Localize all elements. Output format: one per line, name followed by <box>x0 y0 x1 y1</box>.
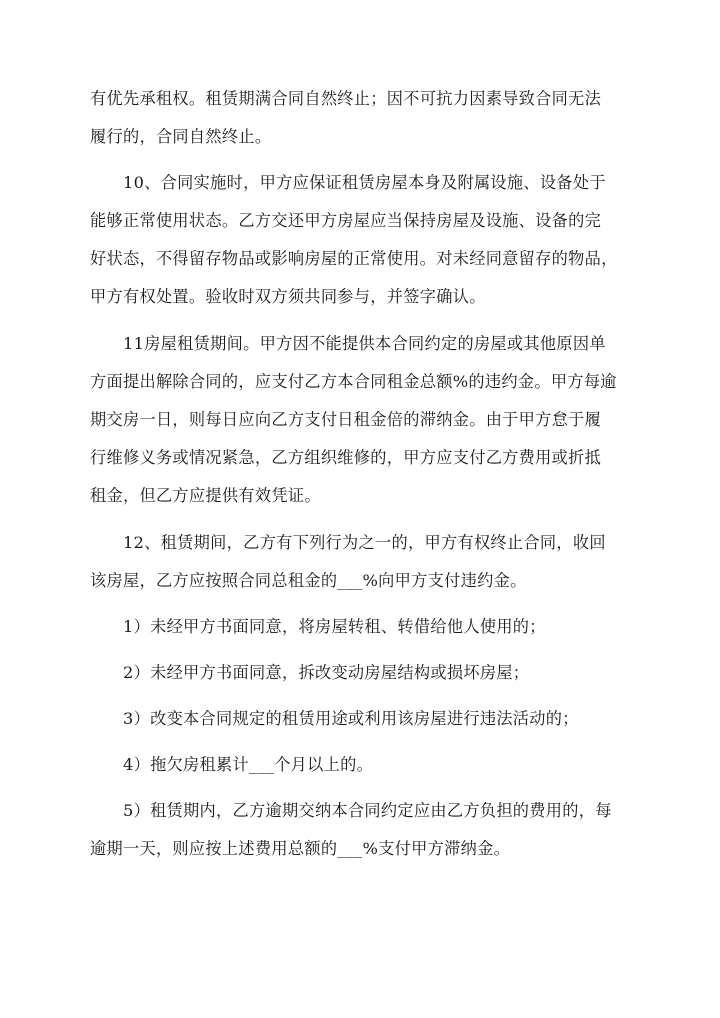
text-line: 好状态，不得留存物品或影响房屋的正常使用。对未经同意留存的物品， <box>90 249 618 268</box>
paragraph-clause-12 <box>90 524 635 600</box>
text-line: 4）拖欠房租累计___个月以上的。 <box>123 755 374 774</box>
text-line: 1）未经甲方书面同意，将房屋转租、转借给他人使用的； <box>123 617 546 636</box>
text-line: 有优先承租权。租赁期满合同自然终止；因不可抗力因素导致合同无法 <box>90 89 602 108</box>
text-line: 5）租赁期内，乙方逾期交纳本合同约定应由乙方负担的费用的，每 <box>123 801 612 820</box>
text-line: 履行的，合同自然终止。 <box>90 127 272 146</box>
text-line: 2）未经甲方书面同意，拆改变动房屋结构或损坏房屋； <box>123 663 530 682</box>
list-item-2 <box>90 654 635 692</box>
paragraph-continuation-priority-lease <box>90 80 635 156</box>
text-line: 11房屋租赁期间。甲方因不能提供本合同约定的房屋或其他原因单 <box>123 334 606 353</box>
list-item-1 <box>90 608 635 646</box>
text-line: 行维修义务或情况紧急，乙方组织维修的，甲方应支付乙方费用或折抵 <box>90 448 602 467</box>
text-line: 租金，但乙方应提供有效凭证。 <box>90 486 321 505</box>
text-line: 12、租赁期间，乙方有下列行为之一的，甲方有权终止合同，收回 <box>123 533 606 552</box>
list-item-3 <box>90 700 635 738</box>
text-line: 方面提出解除合同的，应支付乙方本合同租金总额%的违约金。甲方每逾 <box>90 372 617 391</box>
paragraph-clause-10 <box>90 164 635 316</box>
text-line: 逾期一天，则应按上述费用总额的___%支付甲方滞纳金。 <box>90 839 511 858</box>
list-item-5 <box>90 792 635 868</box>
text-line: 期交房一日，则每日应向乙方支付日租金倍的滞纳金。由于甲方怠于履 <box>90 410 602 429</box>
paragraph-clause-11 <box>90 325 635 515</box>
text-line: 能够正常使用状态。乙方交还甲方房屋应当保持房屋及设施、设备的完 <box>90 211 602 230</box>
text-line: 3）改变本合同规定的租赁用途或利用该房屋进行违法活动的； <box>123 709 579 728</box>
text-line: 甲方有权处置。验收时双方须共同参与，并签字确认。 <box>90 287 486 306</box>
list-item-4 <box>90 746 635 784</box>
text-line: 该房屋，乙方应按照合同总租金的___%向甲方支付违约金。 <box>90 571 527 590</box>
text-line: 10、合同实施时，甲方应保证租赁房屋本身及附属设施、设备处于 <box>123 173 606 192</box>
